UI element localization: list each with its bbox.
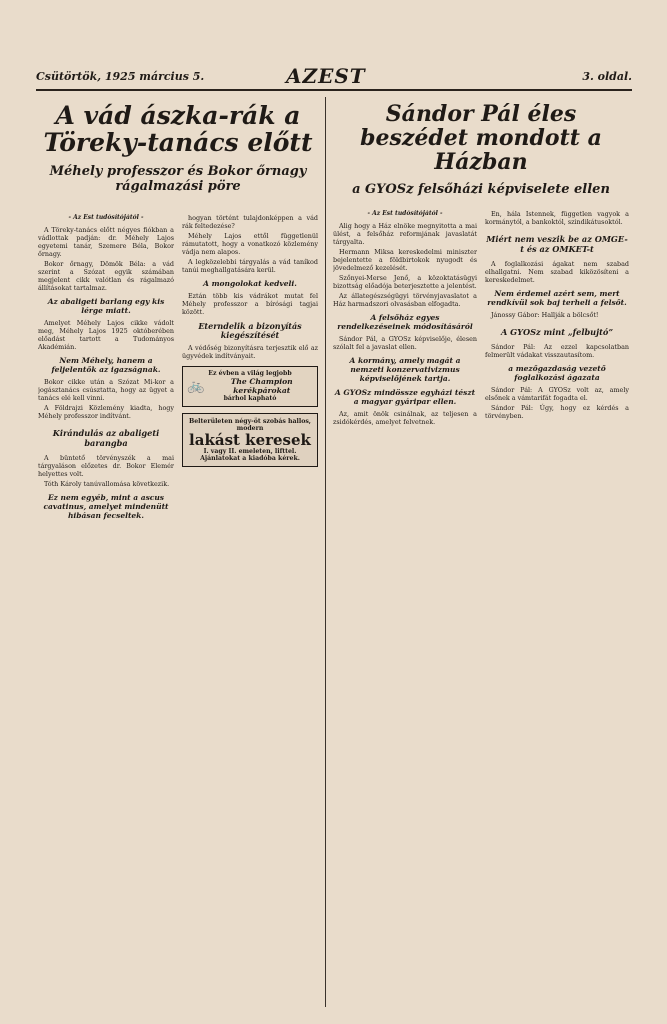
paragraph: A Földrajzi Közlemény kiadta, hogy Méhely professzor indítvánt. bbox=[38, 404, 174, 420]
ad-line: Ez évben a világ legjobb bbox=[208, 370, 292, 377]
paragraph: A Töreky-tanács előtt négyes fiókban a vádlottak padján: dr. Méhely Lajos egyetemi tanár, Szemere Béla, Bokor őrnagy. bbox=[38, 226, 174, 258]
left-col-2 bbox=[182, 214, 318, 1002]
subheading: Miért nem veszik be az OMGE-t és az OMKET-t bbox=[486, 234, 628, 254]
paragraph: En, hála Istennek, független vagyok a kormánytól, a bankoktól, szindikátusoktól. bbox=[485, 210, 629, 226]
right-col-2 bbox=[485, 210, 629, 1002]
header-rule bbox=[36, 89, 632, 91]
subheading: Nem Méhely, hanem a feljelentők az igazságnak. bbox=[51, 356, 161, 374]
paragraph: Méhely Lajos ettől függetlenül rámutatott, hogy a vonatkozó közlemény vádja nem alapos. bbox=[182, 232, 318, 256]
subheading: Az abaligeti barlang egy kis lérge miatt. bbox=[47, 297, 165, 315]
page-header bbox=[36, 66, 632, 88]
subheading: Kirándulás az abaligeti barangba bbox=[52, 428, 160, 448]
bicycle-icon: 🚲 bbox=[187, 378, 205, 394]
right-headline: Sándor Pál éles beszédet mondott a Házban bbox=[360, 102, 602, 175]
paragraph: A védőség bizonyításra terjesztik elő az ügyvédek indítványait. bbox=[182, 344, 318, 360]
ad-brand: The Champion kerékpárokat bbox=[230, 377, 293, 395]
left-subheadline: Méhely professzor és Bokor őrnagy rágalmazási pöre bbox=[49, 164, 307, 194]
paragraph: Bokor cikke után a Szózat Mi-kor a jogásztanács csúsztatta, hogy az ügyet a tanács elé kell vinni. bbox=[38, 378, 174, 402]
subheading: A kormány, amely magát a nemzeti konzervativizmus képviselőjének tartja. bbox=[349, 356, 461, 383]
right-columns bbox=[333, 210, 629, 1002]
bicycle-ad bbox=[182, 366, 318, 407]
right-subheadline: a GYOSz felsőházi képviselete ellen bbox=[352, 182, 610, 197]
subheading: A felsőház egyes rendelkezéseinek módosításáról bbox=[337, 313, 473, 331]
paragraph: Sándor Pál: Az ezzel kapcsolatban felmerült vádakat visszautasítom. bbox=[485, 343, 629, 359]
paragraph: A büntető törvényszék a mai tárgyaláson előzetes dr. Bokor Elemér helyettes volt. bbox=[38, 454, 174, 478]
ad-line: bárhol kapható bbox=[223, 395, 277, 402]
paragraph: Alig hogy a Ház elnöke megnyitotta a mai ülést, a felsőház reformjának javaslatát tárgyalta. bbox=[333, 222, 477, 246]
paragraph: A foglalkozási ágakat nem szabad elhallgatni. Nem szabad kiközösíteni a kereskedelmet. bbox=[485, 260, 629, 284]
subheading: A GYOSz mint „felbujtó” bbox=[500, 327, 614, 337]
paragraph: Az állategészségügyi törvényjavaslatot a Ház harmadszori olvasásban elfogadta. bbox=[333, 292, 477, 308]
paragraph: Amelyet Méhely Lajos cikke vádolt meg, Méhely Lajos 1925 októberében előadást tartott a Tudományos Akadémián. bbox=[38, 319, 174, 351]
paragraph: Az, amit önök csinálnak, az teljesen a zsidókérdés, amelyet felvetnek. bbox=[333, 410, 477, 426]
masthead-logo: AZEST bbox=[286, 64, 366, 88]
paragraph: Tóth Károly tanúvallomása következik. bbox=[44, 480, 170, 488]
paragraph: hogyan történt tulajdonképpen a vád rák feltedezése? bbox=[182, 214, 318, 230]
left-byline: - Az Est tudósítójától - bbox=[68, 214, 144, 221]
paragraph: Eztán több kis vádrákot mutat fel Méhely professzor a bírósági tagjai között. bbox=[182, 292, 318, 316]
paragraph: Hermann Miksa kereskedelmi miniszter bejelentette a földbirtokok nyugodt és jövedelmező kezelését. bbox=[333, 248, 477, 272]
right-article bbox=[333, 102, 629, 1002]
right-byline: - Az Est tudósítójától - bbox=[367, 210, 443, 217]
paragraph: Sándor Pál, a GYOSz képviselője, élesen szólalt fel a javaslat ellen. bbox=[333, 335, 477, 351]
left-columns bbox=[38, 214, 318, 1002]
ad-line: Belterületen négy-öt szobás hallos, modern bbox=[189, 418, 311, 432]
paragraph: Jánossy Gábor: Hallják a bölcsőt! bbox=[491, 311, 599, 319]
issue-date: Csütörtök, 1925 március 5. bbox=[36, 70, 205, 83]
right-col-1 bbox=[333, 210, 477, 1002]
left-col-1 bbox=[38, 214, 174, 1002]
left-article bbox=[38, 102, 318, 1002]
subheading: Ez nem egyéb, mint a ascus cavatinus, amelyet mindenütt hibásan fecseltek. bbox=[43, 493, 169, 520]
ad-line: I. vagy II. emeleten, lifttel. Ajánlatokat a kiadóba kérek. bbox=[200, 448, 300, 462]
ad-title: lakást keresek bbox=[189, 431, 311, 449]
paragraph: A legközelebbi tárgyalás a vád taníkod tanúi meghallgatására kerül. bbox=[182, 258, 318, 274]
paragraph: Szőnyei-Merse Jenő, a közoktatásügyi bizottság előadója beterjesztette a jelentést. bbox=[333, 274, 477, 290]
column-divider bbox=[325, 97, 326, 1007]
subheading: A mongolokat kedveli. bbox=[203, 279, 297, 288]
subheading: Eterndelik a bizonyítás kiegészítését bbox=[198, 321, 302, 340]
left-headline: A vád ászka-rák a Töreky-tanács előtt bbox=[43, 102, 313, 157]
ad-row bbox=[187, 377, 313, 395]
paragraph: Bokor őrnagy, Dömök Béla: a vád szerint a Szózat egyik számában megjelent cikk valótlan és rágalmazó állításokat tartalmaz. bbox=[38, 260, 174, 292]
apartment-ad bbox=[182, 413, 318, 467]
paragraph: Sándor Pál: A GYOSz volt az, amely elsőnek a vámtarifát fogadta el. bbox=[485, 386, 629, 402]
paragraph: Sándor Pál: Úgy, hogy ez kérdés a törvényben. bbox=[485, 404, 629, 420]
page-number: 3. oldal. bbox=[582, 70, 632, 83]
subheading: A GYOSz mindössze egyházi tészt a magyar gyáripar ellen. bbox=[334, 388, 476, 406]
subheading: a mezőgazdaság vezető foglalkozási ágazata bbox=[508, 364, 606, 382]
subheading: Nem érdemel azért sem, mert rendkívül sok baj terheli a felsőt. bbox=[487, 289, 627, 307]
